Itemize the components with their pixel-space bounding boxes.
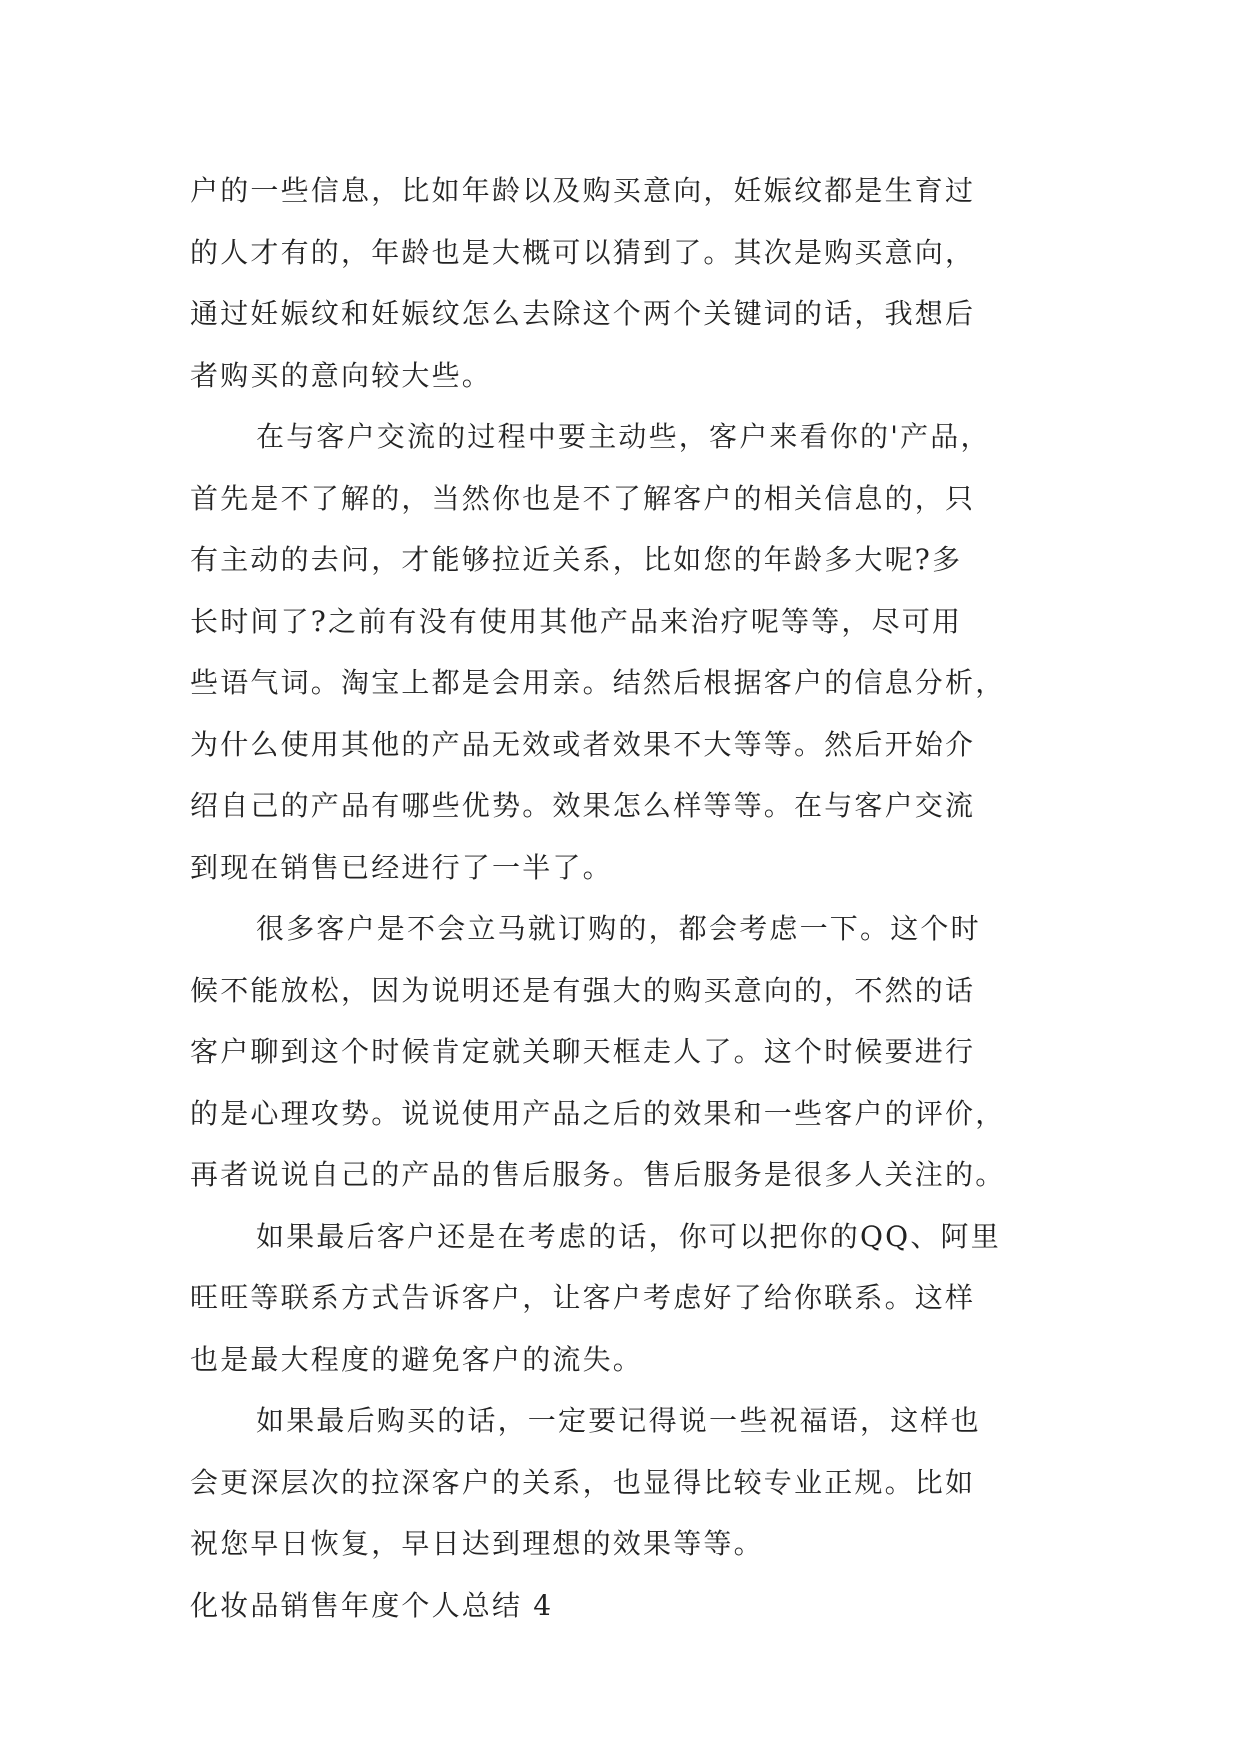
text-line: 首先是不了解的，当然你也是不了解客户的相关信息的，只 (190, 481, 976, 515)
paragraph-first-line: 如果最后客户还是在考虑的话，你可以把你的QQ、阿里 (256, 1219, 1001, 1253)
text-line: 的是心理攻势。说说使用产品之后的效果和一些客户的评价， (190, 1096, 1006, 1130)
text-line: 户的一些信息，比如年龄以及购买意向，妊娠纹都是生育过 (190, 174, 976, 207)
text-line: 有主动的去问，才能够拉近关系，比如您的年龄多大呢?多 (190, 543, 963, 576)
text-line: 会更深层次的拉深客户的关系，也显得比较专业正规。比如 (190, 1465, 976, 1499)
text-line: 客户聊到这个时候肯定就关聊天框走人了。这个时候要进行 (190, 1035, 976, 1068)
text-line: 候不能放松，因为说明还是有强大的购买意向的，不然的话 (190, 973, 976, 1007)
text-line: 些语气词。淘宝上都是会用亲。结然后根据客户的信息分析， (190, 666, 1006, 699)
paragraph-first-line: 如果最后购买的话，一定要记得说一些祝福语，这样也 (256, 1404, 981, 1437)
text-line: 为什么使用其他的产品无效或者效果不大等等。然后开始介 (190, 727, 976, 761)
text-line: 绍自己的产品有哪些优势。效果怎么样等等。在与客户交流 (190, 789, 976, 822)
text-line: 者购买的意向较大些。 (190, 358, 493, 392)
document-body (190, 160, 1060, 1636)
text-line: 也是最大程度的避免客户的流失。 (190, 1342, 644, 1376)
text-line: 长时间了?之前有没有使用其他产品来治疗呢等等，尽可用 (190, 604, 963, 638)
text-line: 旺旺等联系方式告诉客户，让客户考虑好了给你联系。这样 (190, 1281, 976, 1314)
text-line: 通过妊娠纹和妊娠纹怎么去除这个两个关键词的话，我想后 (190, 297, 976, 330)
section-title: 化妆品销售年度个人总结 4 (190, 1588, 554, 1622)
paragraph-first-line: 在与客户交流的过程中要主动些，客户来看你的'产品， (256, 420, 991, 453)
text-line: 的人才有的，年龄也是大概可以猜到了。其次是购买意向， (190, 235, 976, 269)
text-line: 再者说说自己的产品的售后服务。售后服务是很多人关注的。 (190, 1158, 1006, 1191)
text-line: 到现在销售已经进行了一半了。 (190, 850, 613, 884)
text-line: 祝您早日恢复，早日达到理想的效果等等。 (190, 1527, 764, 1560)
paragraph-first-line: 很多客户是不会立马就订购的，都会考虑一下。这个时 (256, 912, 981, 945)
